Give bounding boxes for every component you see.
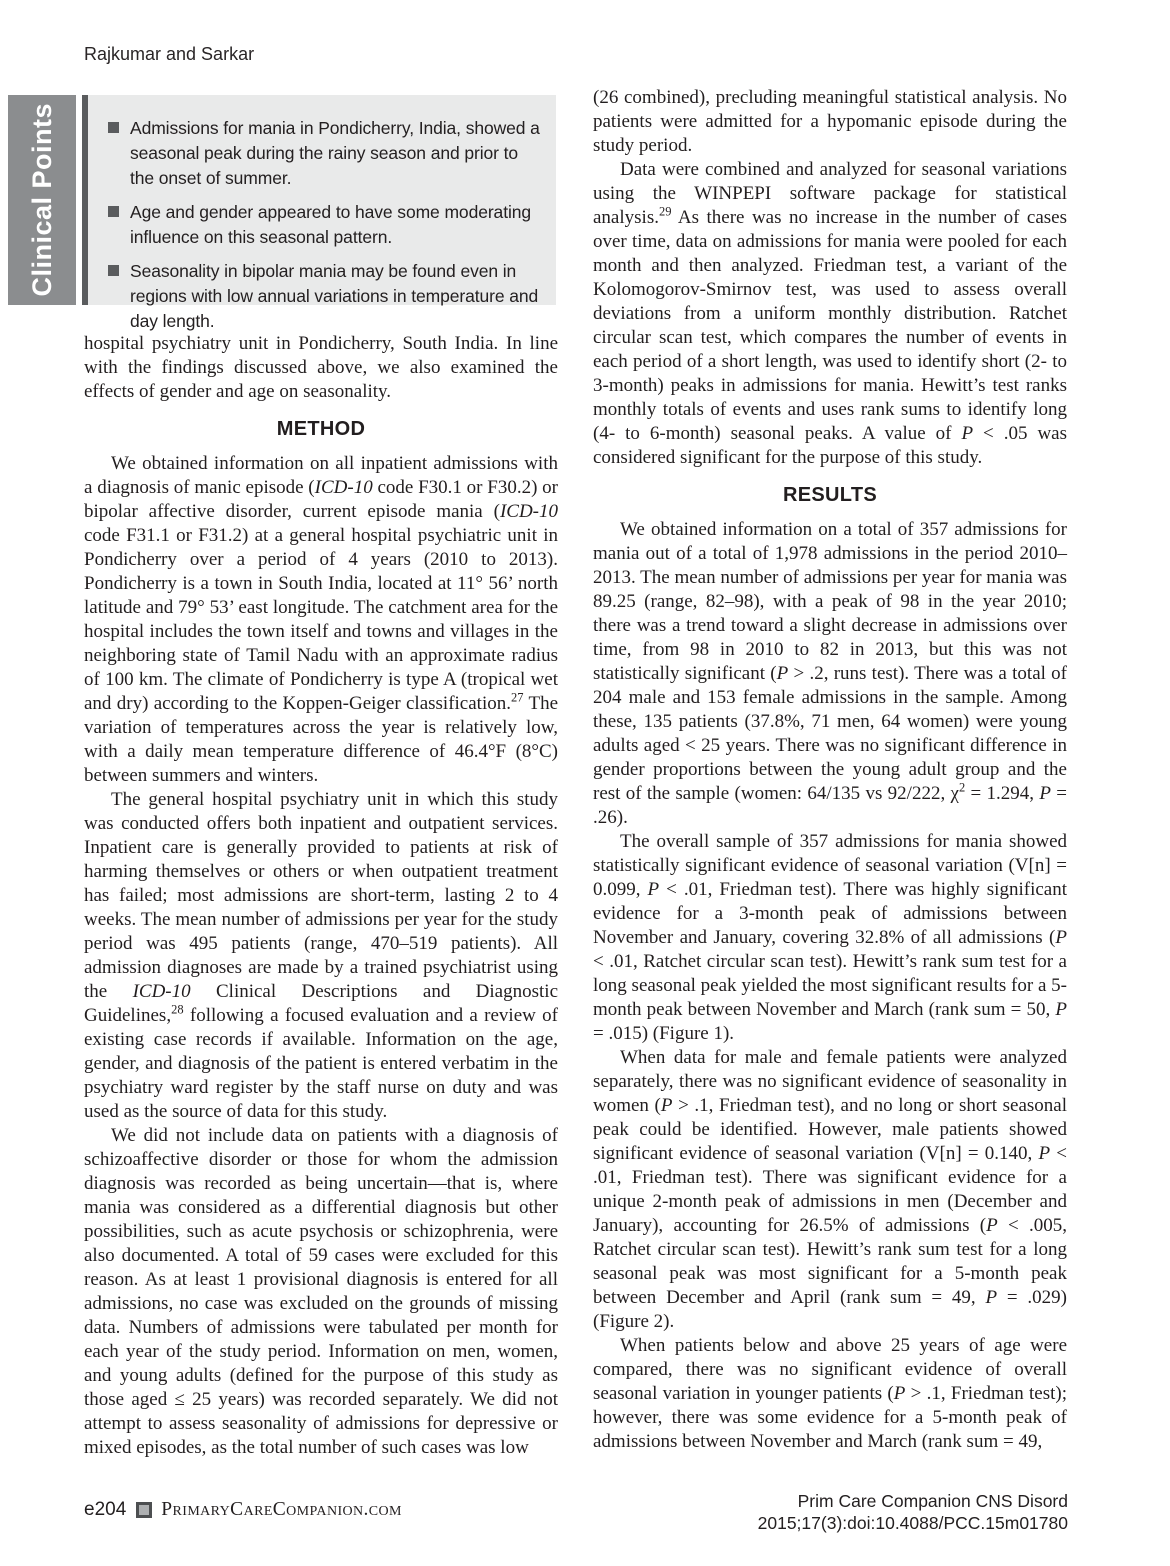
- body-paragraph: hospital psychiatry unit in Pondicherry, South India. In line with the findings discussed above, we also examined the effects of gender and age on seasonality.: [84, 333, 558, 402]
- clinical-point-text: Age and gender appeared to have some moderating influence on this seasonal pattern.: [130, 202, 532, 247]
- body-paragraph: We obtained information on all inpatient admissions with a diagnosis of manic episode (ICD-10 code F30.1 or F30.2) or bipolar affective disorder, current episode mania (ICD-10 code F31.1 or F31.2) at a general hospital psychiatric unit in Pondicherry over a period of 4 years (2010 to 2013). Pondicherry is a town in South India, located at 11° 56’ north latitude and 79° 53’ east longitude. The catchment area for the hospital includes the town itself and towns and villages in the neighboring state of Tamil Nadu with an approximate radius of 100 km. The climate of Pondicherry is type A (tropical wet and dry) according to the Koppen-Geiger classification.$^{27}$ The variation of temperatures across the year is relatively low, with a daily mean temperature difference of 46.4°F (8°C) between summers and winters.: [84, 453, 559, 786]
- body-paragraph: When patients below and above 25 years of age were compared, there was no significant evidence of overall seasonal variation in younger patients (P > .1, Friedman test); however, there was some evidence for a 5-month peak of admissions between November and March (rank sum = 49,: [593, 1335, 1067, 1452]
- body-paragraph: When data for male and female patients were analyzed separately, there was no significant evidence of seasonality in women (P > .1, Friedman test), and no long or short seasonal peak could be identified. However, male patients showed significant evidence of seasonal variation (V[n] = 0.140, P < .01, Friedman test). There was significant evidence for a unique 2-month peak of admissions in men (December and January), accounting for 26.5% of admissions (P < .005, Ratchet circular scan test). Hewitt’s rank sum test for a long seasonal peak was most significant for a 5-month peak between December and April (rank sum = 49, P = .029) (Figure 2).: [593, 1047, 1068, 1332]
- body-paragraph: The overall sample of 357 admissions for mania showed statistically significant evidence of seasonal variation (V[n] = 0.099, P < .01, Friedman test). There was highly significant evidence for a 3-month peak of admissions between November and January, covering 32.8% of all admissions (P < .01, Ratchet circular scan test). Hewitt’s rank sum test for a long seasonal peak yielded the most significant results for a 5-month peak between November and March (rank sum = 50, P = .015) (Figure 1).: [593, 831, 1067, 1044]
- clinical-points-sidebar: [8, 95, 76, 305]
- clinical-point-text: Admissions for mania in Pondicherry, India, showed a seasonal peak during the rainy season and prior to the onset of summer.: [130, 118, 540, 188]
- bullet-square-icon: [108, 206, 119, 217]
- right-column: [593, 86, 1067, 1454]
- journal-square-icon: [136, 1502, 152, 1518]
- clinical-points-title: Clinical Points: [26, 103, 57, 297]
- left-column: [84, 332, 558, 1460]
- footer-left: [84, 1499, 402, 1521]
- clinical-points-box: [88, 95, 556, 331]
- clinical-point-item: [108, 259, 542, 334]
- body-paragraph: We did not include data on patients with a diagnosis of schizoaffective disorder or those for whom the admission diagnosis was recorded as being uncertain—that is, where mania was considered as a differential diagnosis but other possibilities, such as acute psychosis or schizophrenia, were also documented. A total of 59 cases were excluded for this reason. As at least 1 provisional diagnosis is entered for all admissions, no case was excluded on the grounds of missing data. Numbers of admissions were tabulated per month for each year of the study period. Information on men, women, and young adults (defined for the purpose of this study as those aged ≤ 25 years) was recorded separately. We did not attempt to assess seasonality of admissions for depressive or mixed episodes, as the total number of such cases was low: [84, 1125, 558, 1458]
- running-head: Rajkumar and Sarkar: [84, 44, 255, 64]
- body-paragraph: We obtained information on a total of 357 admissions for mania out of a total of 1,978 admissions in the period 2010–2013. The mean number of admissions per year for mania was 89.25 (range, 82–98), with a peak of 98 in the year 2010; there was a trend toward a slight decrease in admissions over time, from 98 in 2010 to 82 in 2013, but this was not statistically significant (P > .2, runs test). There was a total of 204 male and 153 female admissions in the sample. Among these, 135 patients (37.8%, 71 men, 64 women) were young adults aged < 25 years. There was no significant difference in gender proportions between the young adult group and the rest of the sample (women: 64/135 vs 92/222, $\chi^2 = 1.294$, P = .26).: [593, 519, 1068, 828]
- bullet-square-icon: [108, 265, 119, 276]
- body-paragraph: The general hospital psychiatry unit in which this study was conducted offers both inpatient and outpatient services. Inpatient care is generally provided to patients at risk of harming themselves or others or when outpatient treatment has failed; most admissions are short-term, lasting 2 to 4 weeks. The mean number of admissions per year for the study period was 495 patients (range, 470–519 patients). All admission diagnoses are made by a trained psychiatrist using the ICD-10 Clinical Descriptions and Diagnostic Guidelines,$^{28}$ following a focused evaluation and a review of existing case records if available. Information on the age, gender, and diagnosis of the patient is entered verbatim in the psychiatry ward register by the staff nurse on duty and was used as the source of data for this study.: [84, 789, 558, 1122]
- footer-right: [758, 1490, 1068, 1534]
- bullet-square-icon: [108, 122, 119, 133]
- clinical-point-item: [108, 200, 542, 250]
- page-number: e204: [84, 1499, 127, 1520]
- method-heading: METHOD: [276, 418, 366, 440]
- clinical-point-text: Seasonality in bipolar mania may be found even in regions with low annual variations in temperature and day length.: [130, 261, 539, 331]
- journal-name: Prim Care Companion CNS Disord: [797, 1491, 1068, 1511]
- results-heading: RESULTS: [783, 484, 877, 506]
- journal-site-name: PrimaryCareCompanion.com: [161, 1499, 402, 1520]
- citation: 2015;17(3):doi:10.4088/PCC.15m01780: [757, 1513, 1068, 1533]
- body-paragraph: Data were combined and analyzed for seasonal variations using the WINPEPI software package for statistical analysis.$^{29}$ As there was no increase in the number of cases over time, data on admissions for mania were pooled for each month and then analyzed. Friedman test, a variant of the Kolomogorov-Smirnov test, was used to assess overall deviations from a uniform monthly distribution. Ratchet circular scan test, which compares the number of events in each period of a short length, was used to identify short (2- to 3-month) peaks in admissions for mania. Hewitt’s test ranks monthly totals of events and uses rank sums to identify long (4- to 6-month) seasonal peaks. A value of P < .05 was considered significant for the purpose of this study.: [593, 159, 1067, 468]
- clinical-point-item: [108, 116, 542, 191]
- body-paragraph: (26 combined), precluding meaningful statistical analysis. No patients were admitted for a hypomanic episode during the study period.: [593, 87, 1067, 156]
